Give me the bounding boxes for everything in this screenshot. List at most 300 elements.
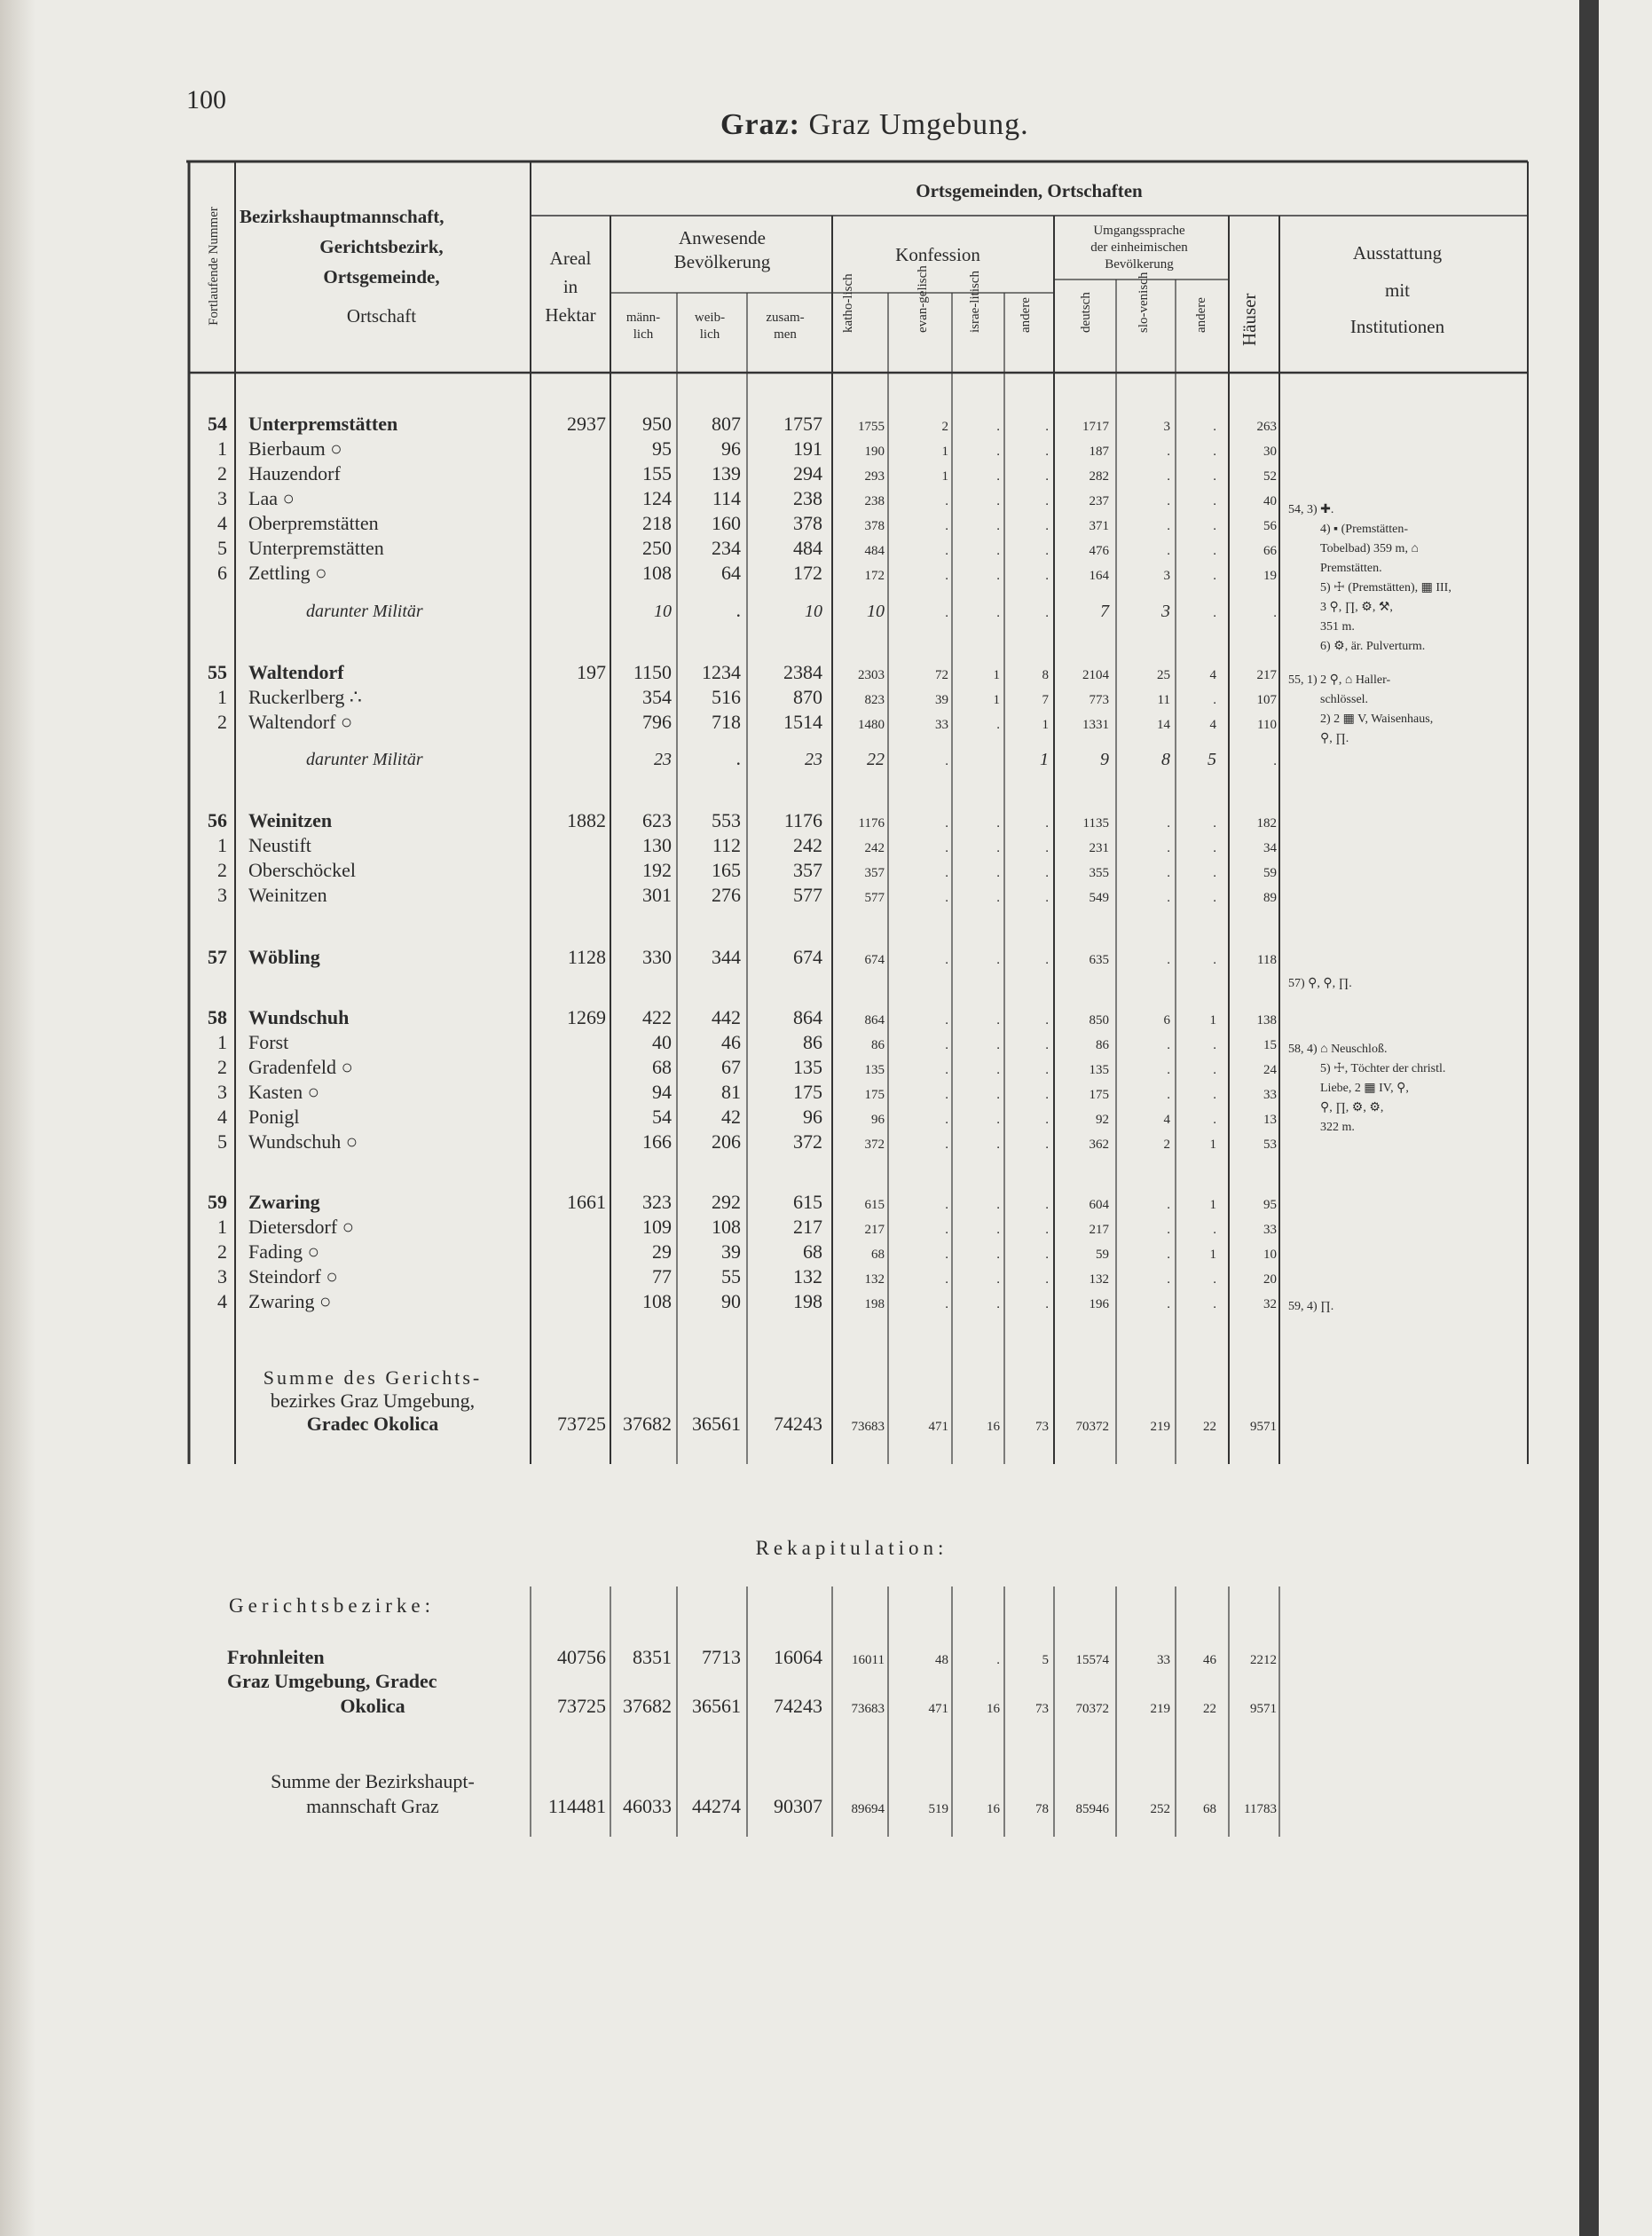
cell-andere-konfession-4: . [1045,519,1049,533]
cell-andere-sprache-12: . [1213,816,1216,831]
cell-maennlich-23: 323 [642,1191,672,1213]
cell-deutsch-4: 371 [1089,519,1109,533]
cell-israelitisch-3: . [996,494,1000,508]
recap-graz-areal: 73725 [557,1695,606,1717]
cell-weiblich-21: 42 [721,1106,741,1128]
cell-andere-konfession-13: . [1045,841,1049,855]
cell-maennlich-10: 796 [642,711,672,733]
cell-weiblich-27: 90 [721,1290,741,1312]
cell-deutsch-18: 86 [1096,1038,1109,1052]
summe-gericht-katholisch: 73683 [851,1420,885,1434]
cell-slovenisch-18: . [1167,1038,1170,1052]
recap-graz-haeuser: 9571 [1250,1702,1277,1716]
cell-maennlich-27: 108 [642,1290,672,1312]
cell-weiblich-22: 206 [712,1130,741,1153]
place-name-15: Weinitzen [248,884,327,906]
recap-graz-zusammen: 74243 [774,1695,822,1717]
cell-deutsch-14: 355 [1089,866,1109,880]
cell-andere-konfession-14: . [1045,866,1049,880]
cell-evangelisch-22: . [945,1138,948,1152]
cell-areal-0: 2937 [567,413,606,435]
cell-slovenisch-2: . [1167,469,1170,484]
recap-graz-andere-sprache: 22 [1203,1702,1216,1716]
cell-haeuser-23: 95 [1263,1198,1277,1212]
cell-deutsch-6: 164 [1089,569,1109,583]
row-number-15: 3 [217,884,227,906]
cell-andere-sprache-17: 1 [1209,1013,1216,1027]
cell-weiblich-24: 108 [712,1216,741,1238]
cell-deutsch-3: 237 [1089,494,1109,508]
header-weiblich-1: weib- [694,311,726,325]
recap-row-frohnleiten: Frohnleiten [227,1646,325,1668]
summe-gericht-andere-konfession: 73 [1035,1420,1049,1434]
cell-zusammen-19: 135 [793,1056,822,1078]
cell-deutsch-1: 187 [1089,445,1109,459]
cell-andere-sprache-23: 1 [1209,1198,1216,1212]
cell-weiblich-19: 67 [721,1056,741,1078]
cell-weiblich-18: 46 [721,1031,741,1053]
header-areal-2: in [562,276,578,297]
place-name-27: Zwaring ○ [248,1290,332,1312]
cell-israelitisch-17: . [996,1013,1000,1027]
header-anwesende-2: Bevölkerung [673,251,771,272]
cell-katholisch-18: 86 [871,1038,885,1052]
recap-summe-andere-konfession: 78 [1035,1802,1049,1816]
cell-maennlich-11: 23 [654,750,672,769]
ausstattung-note-6: 351 m. [1320,620,1355,634]
row-number-1: 1 [217,437,227,460]
row-number-4: 4 [217,512,227,534]
cell-zusammen-10: 1514 [783,711,822,733]
row-number-19: 2 [217,1056,227,1078]
cell-evangelisch-20: . [945,1088,948,1102]
cell-deutsch-24: 217 [1089,1223,1109,1237]
cell-haeuser-24: 33 [1263,1223,1277,1237]
cell-andere-sprache-11: 5 [1208,750,1216,769]
cell-weiblich-16: 344 [712,946,741,968]
cell-maennlich-8: 1150 [633,661,672,683]
ausstattung-note-1: 4) ▪ (Premstätten- [1320,523,1409,536]
cell-weiblich-4: 160 [712,512,741,534]
cell-weiblich-13: 112 [712,834,741,856]
cell-maennlich-25: 29 [652,1240,672,1263]
recap-frohnleiten-slovenisch: 33 [1157,1653,1170,1667]
cell-haeuser-5: 66 [1263,544,1277,558]
cell-maennlich-5: 250 [642,537,672,559]
cell-zusammen-3: 238 [793,487,822,509]
cell-evangelisch-8: 72 [935,668,948,682]
cell-katholisch-2: 293 [864,469,885,484]
cell-evangelisch-6: . [945,569,948,583]
cell-zusammen-8: 2384 [783,661,822,683]
cell-andere-sprache-10: 4 [1209,718,1216,732]
ausstattung-note-8: 55, 1) 2 ⚲, ⌂ Haller- [1288,673,1391,687]
cell-slovenisch-23: . [1167,1198,1170,1212]
cell-slovenisch-12: . [1167,816,1170,831]
cell-israelitisch-24: . [996,1223,1000,1237]
header-slovenisch: slo-venisch [1137,272,1151,333]
cell-haeuser-7: . [1273,606,1277,620]
recap-frohnleiten-andere-konfession: 5 [1042,1653,1049,1667]
cell-maennlich-21: 54 [652,1106,672,1128]
cell-haeuser-0: 263 [1256,420,1277,434]
cell-katholisch-4: 378 [864,519,885,533]
cell-deutsch-11: 9 [1100,750,1109,769]
header-weiblich-2: lich [699,327,720,342]
cell-deutsch-20: 175 [1089,1088,1109,1102]
row-number-10: 2 [217,711,227,733]
header-ausstattung-3: Institutionen [1349,316,1445,337]
cell-evangelisch-23: . [945,1198,948,1212]
cell-haeuser-22: 53 [1263,1138,1277,1152]
header-areal-1: Areal [549,248,592,269]
recap-graz-maennlich: 37682 [623,1695,672,1717]
cell-weiblich-8: 1234 [702,661,741,683]
cell-maennlich-16: 330 [642,946,672,968]
cell-andere-konfession-2: . [1045,469,1049,484]
cell-haeuser-4: 56 [1263,519,1277,533]
cell-andere-sprache-5: . [1213,544,1216,558]
row-number-17: 58 [208,1006,227,1028]
cell-deutsch-13: 231 [1089,841,1109,855]
running-title-plain: Graz Umgebung. [799,108,1029,141]
cell-zusammen-0: 1757 [783,413,822,435]
recap-row-graz-1: Graz Umgebung, Gradec [227,1670,437,1692]
cell-andere-sprache-20: . [1213,1088,1216,1102]
cell-weiblich-14: 165 [712,859,741,881]
ausstattung-note-18: 59, 4) ∏. [1288,1300,1334,1313]
cell-evangelisch-27: . [945,1297,948,1311]
cell-israelitisch-25: . [996,1248,1000,1262]
summe-gericht-maennlich: 37682 [623,1413,672,1435]
cell-evangelisch-15: . [945,891,948,905]
recap-graz-weiblich: 36561 [692,1695,741,1717]
ausstattung-note-14: 5) ☩, Töchter der christl. [1320,1062,1446,1075]
header-israelitisch: israe-litisch [968,271,982,333]
page-number: 100 [186,85,226,114]
cell-andere-sprache-19: . [1213,1063,1216,1077]
cell-haeuser-9: 107 [1256,693,1277,707]
ausstattung-note-4: 5) ☩ (Premstätten), ▦ III, [1320,581,1451,594]
cell-israelitisch-2: . [996,469,1000,484]
cell-evangelisch-9: 39 [935,693,948,707]
cell-israelitisch-18: . [996,1038,1000,1052]
cell-katholisch-11: 22 [867,750,885,769]
cell-maennlich-4: 218 [642,512,672,534]
cell-slovenisch-7: 3 [1161,602,1170,621]
cell-areal-16: 1128 [567,946,606,968]
cell-zusammen-18: 86 [803,1031,822,1053]
cell-zusammen-27: 198 [793,1290,822,1312]
recap-summe-deutsch: 85946 [1075,1802,1109,1816]
cell-andere-sprache-2: . [1213,469,1216,484]
summe-gericht-evangelisch: 471 [928,1420,948,1434]
header-haeuser: Häuser [1239,293,1260,346]
row-number-12: 56 [208,809,227,831]
cell-haeuser-18: 15 [1263,1038,1277,1052]
row-number-18: 1 [217,1031,227,1053]
cell-andere-sprache-27: . [1213,1297,1216,1311]
cell-andere-konfession-25: . [1045,1248,1049,1262]
recap-title: Rekapitulation: [755,1537,948,1559]
cell-maennlich-24: 109 [642,1216,672,1238]
place-name-26: Steindorf ○ [248,1265,338,1287]
place-name-18: Forst [248,1031,289,1053]
ausstattung-note-15: Liebe, 2 ▦ IV, ⚲, [1320,1082,1409,1095]
ausstattung-note-0: 54, 3) ✚. [1288,503,1334,516]
cell-zusammen-22: 372 [793,1130,822,1153]
cell-deutsch-15: 549 [1089,891,1109,905]
cell-haeuser-13: 34 [1263,841,1277,855]
row-number-16: 57 [208,946,227,968]
cell-deutsch-27: 196 [1089,1297,1109,1311]
cell-maennlich-9: 354 [642,686,672,708]
cell-israelitisch-7: . [996,606,1000,620]
recap-frohnleiten-maennlich: 8351 [633,1646,672,1668]
cell-weiblich-15: 276 [712,884,741,906]
header-bezirk-4: Ortschaft [346,305,417,327]
place-name-8: Waltendorf [248,661,344,683]
cell-andere-konfession-18: . [1045,1038,1049,1052]
header-deutsch: deutsch [1079,292,1093,333]
row-number-27: 4 [217,1290,227,1312]
recap-frohnleiten-andere-sprache: 46 [1203,1653,1216,1667]
place-name-4: Oberpremstätten [248,512,379,534]
cell-evangelisch-25: . [945,1248,948,1262]
header-maennlich-1: männ- [625,311,661,325]
recap-graz-deutsch: 70372 [1075,1702,1109,1716]
summe-gericht-israelitisch: 16 [987,1420,1000,1434]
header-umgangssprache-1: Umgangssprache [1093,224,1185,238]
ausstattung-note-11: ⚲, ∏. [1320,732,1349,745]
cell-deutsch-10: 1331 [1082,718,1109,732]
row-number-13: 1 [217,834,227,856]
cell-katholisch-24: 217 [864,1223,885,1237]
cell-weiblich-12: 553 [712,809,741,831]
cell-maennlich-1: 95 [652,437,672,460]
cell-maennlich-0: 950 [642,413,672,435]
cell-andere-konfession-12: . [1045,816,1049,831]
cell-israelitisch-14: . [996,866,1000,880]
cell-evangelisch-1: 1 [941,445,948,459]
cell-weiblich-20: 81 [721,1081,741,1103]
recap-summe-areal: 114481 [547,1795,606,1817]
cell-maennlich-2: 155 [642,462,672,484]
header-ausstattung-1: Ausstattung [1352,242,1443,264]
row-number-3: 3 [217,487,227,509]
recap-summe-line-2: mannschaft Graz [306,1795,439,1817]
recap-summe-evangelisch: 519 [928,1802,948,1816]
cell-zusammen-15: 577 [793,884,822,906]
cell-andere-sprache-4: . [1213,519,1216,533]
recap-summe-zusammen: 90307 [774,1795,822,1817]
cell-israelitisch-22: . [996,1138,1000,1152]
row-number-6: 6 [217,562,227,584]
place-name-17: Wundschuh [248,1006,350,1028]
ausstattung-note-9: schlössel. [1320,693,1369,706]
recap-summe-israelitisch: 16 [987,1802,1000,1816]
cell-haeuser-26: 20 [1263,1272,1277,1287]
cell-maennlich-19: 68 [652,1056,672,1078]
cell-evangelisch-0: 2 [941,420,948,434]
cell-deutsch-2: 282 [1089,469,1109,484]
summe-gericht-areal: 73725 [557,1413,606,1435]
cell-andere-sprache-16: . [1213,953,1216,967]
recap-summe-katholisch: 89694 [851,1802,885,1816]
recap-graz-israelitisch: 16 [987,1702,1000,1716]
cell-slovenisch-3: . [1167,494,1170,508]
cell-deutsch-9: 773 [1089,693,1109,707]
cell-zusammen-5: 484 [793,537,822,559]
cell-andere-sprache-18: . [1213,1038,1216,1052]
cell-areal-17: 1269 [567,1006,606,1028]
cell-andere-konfession-16: . [1045,953,1049,967]
cell-deutsch-7: 7 [1100,602,1109,621]
recap-graz-evangelisch: 471 [928,1702,948,1716]
summe-gericht-weiblich: 36561 [692,1413,741,1435]
cell-andere-konfession-3: . [1045,494,1049,508]
place-name-13: Neustift [248,834,311,856]
cell-zusammen-1: 191 [793,437,822,460]
cell-israelitisch-1: . [996,445,1000,459]
cell-zusammen-21: 96 [803,1106,822,1128]
header-bezirk-2: Gerichtsbezirk, [319,236,444,257]
cell-zusammen-4: 378 [793,512,822,534]
cell-haeuser-25: 10 [1263,1248,1277,1262]
cell-maennlich-26: 77 [652,1265,672,1287]
recap-frohnleiten-evangelisch: 48 [935,1653,948,1667]
cell-andere-konfession-19: . [1045,1063,1049,1077]
militaer-label-7: darunter Militär [306,602,423,621]
cell-maennlich-13: 130 [642,834,672,856]
cell-evangelisch-26: . [945,1272,948,1287]
cell-evangelisch-5: . [945,544,948,558]
cell-zusammen-24: 217 [793,1216,822,1238]
cell-katholisch-8: 2303 [858,668,885,682]
cell-maennlich-15: 301 [642,884,672,906]
cell-andere-sprache-21: . [1213,1113,1216,1127]
cell-maennlich-12: 623 [642,809,672,831]
cell-israelitisch-5: . [996,544,1000,558]
cell-slovenisch-6: 3 [1163,569,1170,583]
cell-slovenisch-16: . [1167,953,1170,967]
cell-andere-sprache-0: . [1213,420,1216,434]
cell-evangelisch-17: . [945,1013,948,1027]
cell-katholisch-17: 864 [864,1013,885,1027]
cell-evangelisch-19: . [945,1063,948,1077]
ausstattung-note-7: 6) ⚙, är. Pulverturm. [1320,640,1426,653]
cell-andere-sprache-13: . [1213,841,1216,855]
cell-israelitisch-16: . [996,953,1000,967]
cell-andere-sprache-15: . [1213,891,1216,905]
cell-katholisch-25: 68 [871,1248,885,1262]
cell-andere-sprache-3: . [1213,494,1216,508]
header-konfession: Konfession [895,244,980,265]
cell-maennlich-6: 108 [642,562,672,584]
row-number-20: 3 [217,1081,227,1103]
recap-summe-haeuser: 11783 [1244,1802,1277,1816]
cell-andere-konfession-9: 7 [1042,693,1049,707]
place-name-0: Unterpremstätten [248,413,398,435]
recap-graz-slovenisch: 219 [1150,1702,1170,1716]
cell-israelitisch-13: . [996,841,1000,855]
cell-andere-sprache-6: . [1213,569,1216,583]
cell-slovenisch-13: . [1167,841,1170,855]
cell-deutsch-8: 2104 [1082,668,1109,682]
cell-deutsch-16: 635 [1089,953,1109,967]
cell-slovenisch-10: 14 [1157,718,1170,732]
header-zusammen-1: zusam- [766,311,805,325]
cell-slovenisch-20: . [1167,1088,1170,1102]
cell-slovenisch-15: . [1167,891,1170,905]
cell-andere-konfession-20: . [1045,1088,1049,1102]
cell-andere-konfession-27: . [1045,1297,1049,1311]
cell-zusammen-6: 172 [793,562,822,584]
cell-zusammen-16: 674 [793,946,822,968]
cell-andere-konfession-6: . [1045,569,1049,583]
cell-haeuser-2: 52 [1263,469,1277,484]
cell-andere-konfession-22: . [1045,1138,1049,1152]
cell-haeuser-15: 89 [1263,891,1277,905]
cell-haeuser-21: 13 [1263,1113,1277,1127]
cell-katholisch-10: 1480 [858,718,885,732]
cell-maennlich-18: 40 [652,1031,672,1053]
cell-israelitisch-0: . [996,420,1000,434]
cell-zusammen-9: 870 [793,686,822,708]
ausstattung-note-17: 322 m. [1320,1121,1355,1134]
cell-katholisch-6: 172 [864,569,885,583]
cell-weiblich-9: 516 [712,686,741,708]
recap-row-graz-2: Okolica [340,1695,405,1717]
cell-katholisch-19: 135 [864,1063,885,1077]
cell-haeuser-20: 33 [1263,1088,1277,1102]
cell-weiblich-7: . [736,599,741,621]
cell-evangelisch-18: . [945,1038,948,1052]
row-number-5: 5 [217,537,227,559]
cell-zusammen-2: 294 [793,462,822,484]
cell-katholisch-5: 484 [864,544,885,558]
cell-israelitisch-27: . [996,1297,1000,1311]
cell-maennlich-14: 192 [642,859,672,881]
recap-summe-slovenisch: 252 [1150,1802,1170,1816]
header-ausstattung-2: mit [1384,280,1411,301]
cell-israelitisch-20: . [996,1088,1000,1102]
cell-andere-konfession-7: . [1045,606,1049,620]
row-number-8: 55 [208,661,227,683]
cell-andere-konfession-10: 1 [1042,718,1049,732]
cell-andere-konfession-21: . [1045,1113,1049,1127]
cell-haeuser-19: 24 [1263,1063,1277,1077]
cell-slovenisch-24: . [1167,1223,1170,1237]
cell-andere-konfession-15: . [1045,891,1049,905]
summe-gericht-andere-sprache: 22 [1203,1420,1216,1434]
header-andere-sprache: andere [1194,297,1208,333]
cell-deutsch-17: 850 [1089,1013,1109,1027]
cell-israelitisch-21: . [996,1113,1000,1127]
place-name-14: Oberschöckel [248,859,356,881]
cell-evangelisch-13: . [945,841,948,855]
place-name-2: Hauzendorf [248,462,341,484]
cell-israelitisch-12: . [996,816,1000,831]
cell-andere-konfession-26: . [1045,1272,1049,1287]
cell-deutsch-5: 476 [1089,544,1109,558]
recap-frohnleiten-deutsch: 15574 [1075,1653,1109,1667]
ausstattung-note-5: 3 ⚲, ∏, ⚙, ⚒, [1320,601,1393,614]
cell-maennlich-3: 124 [642,487,672,509]
row-number-21: 4 [217,1106,227,1128]
cell-weiblich-0: 807 [712,413,741,435]
summe-gericht-line-3: Gradec Okolica [306,1413,439,1435]
